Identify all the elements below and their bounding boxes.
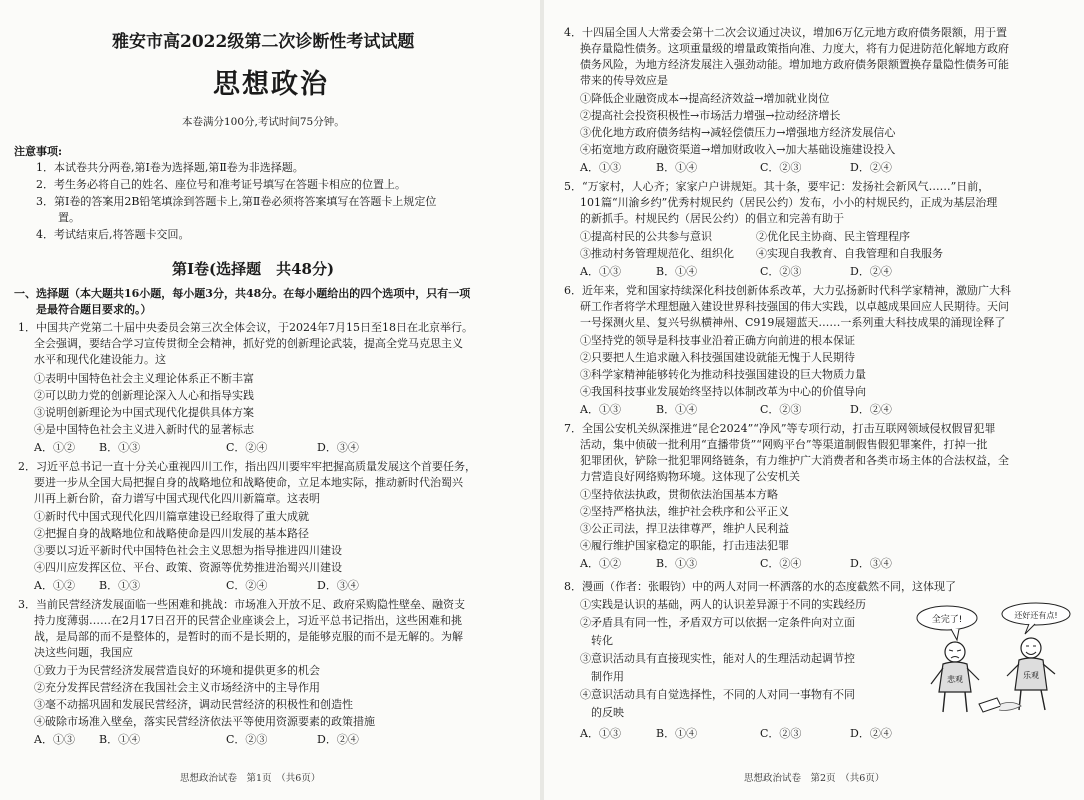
question-stem: 犯罪团伙，铲除一批犯罪网络链条，有力维护广大消费者和各类市场主体的合法权益，全 [580, 454, 1009, 467]
option-a: A．①③ [580, 403, 621, 416]
question-stem: 川再上新台阶，奋力谱写中国式现代化四川新篇章。这表明 [34, 492, 320, 505]
choice-statement: ①坚持党的领导是科技事业沿着正确方向前进的根本保证 [580, 334, 855, 347]
option-c: C．②④ [226, 441, 268, 454]
question-stem: 4．十四届全国人大常委会第十二次会议通过决议，增加6万亿元地方政府债务限额，用于置 [564, 26, 1007, 39]
option-b: B．①④ [656, 403, 698, 416]
note-line: 1．本试卷共分两卷,第Ⅰ卷为选择题,第Ⅱ卷为非选择题。 [36, 161, 304, 174]
exam-page-1 [0, 0, 540, 800]
question-stem: 研工作者将学术理想融入建设世界科技强国的伟大实践，以卓越成果回应人民期待。天问 [580, 300, 1009, 313]
pessimist-figure [931, 642, 979, 712]
note-line: 置。 [58, 211, 80, 224]
exam-title: 雅安市高2022级第二次诊断性考试试题 [112, 32, 415, 52]
choice-statement: 转化 [580, 634, 613, 647]
choice-statement: ①降低企业融资成本→提高经济效益→增加就业岗位 [580, 92, 830, 105]
note-line: 2．考生务必将自己的姓名、座位号和准考证号填写在答题卡相应的位置上。 [36, 178, 406, 191]
choice-statement: 的反映 [580, 706, 624, 719]
choice-statement: ③科学家精神能够转化为推动科技强国建设的巨大物质力量 [580, 368, 866, 381]
choice-statement: ②坚持严格执法，维护社会秩序和公平正义 [580, 505, 789, 518]
exam-info: 本卷满分100分,考试时间75分钟。 [182, 116, 345, 128]
cartoon-illustration [909, 600, 1074, 718]
option-c: C．②④ [226, 579, 268, 592]
option-a: A．①② [34, 441, 75, 454]
option-b: B．①③ [99, 441, 141, 454]
subject-title: 思想政治 [213, 69, 329, 100]
optimist-figure [1007, 638, 1055, 710]
choice-statement: ③说明创新理论为中国式现代化提供具体方案 [34, 406, 254, 419]
question-stem: 水平和现代化建设能力。这 [34, 353, 166, 366]
choice-statement: ③意识活动具有直接现实性，能对人的生理活动起调节控 [580, 652, 855, 665]
choice-statement: ②提高社会投资积极性→市场活力增强→拉动经济增长 [580, 109, 841, 122]
bubble-right-text: 还好还有点! [1014, 611, 1058, 620]
choice-statement: ②可以助力党的创新理论深入人心和指导实践 [34, 389, 254, 402]
note-line: 3．第Ⅰ卷的答案用2B铅笔填涂到答题卡上,第Ⅱ卷必须将答案填写在答题卡上规定位 [36, 195, 437, 208]
page-footer: 思想政治试卷 第1页 （共6页） [180, 773, 321, 784]
question-stem: 3．当前民营经济发展面临一些困难和挑战：市场准入开放不足、政府采购隐性壁垒、融资支 [18, 598, 465, 611]
option-a: A．①③ [580, 161, 621, 174]
question-stem: 决这些问题，我国应 [34, 646, 133, 659]
page-footer: 思想政治试卷 第2页 （共6页） [744, 773, 885, 784]
choice-statement: ③推动村务管理规范化、组织化 ④实现自我教育、自我管理和自我服务 [580, 247, 943, 260]
choice-statement: ①新时代中国式现代化四川篇章建设已经取得了重大成就 [34, 510, 309, 523]
question-stem: 战，是局部的而不是整体的，是暂时的而不是长期的，是能够克服的而不是无解的。为解 [34, 630, 463, 643]
shirt-right-text: 乐观 [1023, 671, 1039, 680]
note-line: 4．考试结束后,将答题卡交回。 [36, 228, 190, 241]
choice-statement: ②把握自身的战略地位和战略使命是四川发展的基本路径 [34, 527, 309, 540]
choice-statement: ④意识活动具有自觉选择性，不同的人对同一事物有不同 [580, 688, 855, 701]
option-d: D．②④ [850, 161, 892, 174]
question-stem: 5．“万家村，人心齐；家家户户讲规矩。其十条，要牢记：发扬社会新风气……”日前， [564, 180, 990, 193]
option-c: C．②④ [760, 557, 802, 570]
option-c: C．②③ [760, 265, 802, 278]
option-b: B．①④ [99, 733, 141, 746]
question-stem: 1．中国共产党第二十届中央委员会第三次全体会议，于2024年7月15日至18日在北京举行。 [18, 321, 473, 334]
question-stem: 债务风险，为地方经济发展注入强劲动能。增加地方政府债务限额置换存量隐性债务可能 [580, 58, 1009, 71]
question-stem: 6．近年来，党和国家持续深化科技创新体系改革，大力弘扬新时代科学家精神，激励广大科 [564, 284, 1011, 297]
part-heading: 第Ⅰ卷(选择题 共48分) [172, 260, 335, 278]
question-stem: 一号探测火星、复兴号纵横神州、C919展翅蓝天……一系列重大科技成果的涌现诠释了 [580, 316, 1006, 329]
question-stem: 101篇“川渝乡约”优秀村规民约（居民公约）发布，小小的村规民约，正成为基层治理 [580, 196, 998, 209]
option-d: D．②④ [317, 733, 359, 746]
question-stem: 持力度薄弱……在2月17日召开的民营企业座谈会上，习近平总书记指出，这些困难和挑 [34, 614, 462, 627]
choice-statement: ④拓宽地方政府融资渠道→增加财政收入→加大基础设施建设投入 [580, 143, 896, 156]
option-c: C．②③ [760, 403, 802, 416]
option-c: C．②③ [226, 733, 268, 746]
choice-statement: ①致力于为民营经济发展营造良好的环境和提供更多的机会 [34, 664, 320, 677]
choice-statement: ①坚持依法执政，贯彻依法治国基本方略 [580, 488, 778, 501]
choice-statement: ④是中国特色社会主义进入新时代的显著标志 [34, 423, 254, 436]
option-d: D．②④ [850, 727, 892, 740]
option-d: D．③④ [317, 441, 359, 454]
spilled-cup-icon [979, 698, 1021, 712]
question-stem: 活动，集中侦破一批利用“直播带货”“网购平台”等渠道制假售假犯罪案件，打掉一批 [580, 438, 988, 451]
question-stem: 全会强调，要结合学习宣传贯彻全会精神，抓好党的创新理论武装，提高全党马克思主义 [34, 337, 463, 350]
question-stem: 要进一步从全国大局把握自身的战略地位和战略使命，立足本地实际，推动新时代治蜀兴 [34, 476, 463, 489]
option-d: D．③④ [850, 557, 892, 570]
choice-statement: ③公正司法，捍卫法律尊严，维护人民利益 [580, 522, 789, 535]
option-d: D．③④ [317, 579, 359, 592]
choice-statement: ④破除市场准入壁垒，落实民营经济依法平等使用资源要素的政策措施 [34, 715, 375, 728]
option-c: C．②③ [760, 161, 802, 174]
shirt-left-text: 悲观 [947, 675, 963, 684]
question-stem: 8．漫画（作者：张暇钧）中的两人对同一杯洒落的水的态度截然不同，这体现了 [564, 580, 956, 593]
choice-statement: ④我国科技事业发展始终坚持以体制改革为中心的价值导向 [580, 385, 866, 398]
question-stem: 力营造良好网络购物环境。这体现了公安机关 [580, 470, 800, 483]
option-a: A．①③ [580, 727, 621, 740]
instruction-line: 一、选择题（本大题共16小题，每小题3分，共48分。在每小题给出的四个选项中，只有一项 [14, 287, 471, 300]
option-a: A．①③ [580, 265, 621, 278]
choice-statement: ④四川应发挥区位、平台、政策、资源等优势推进治蜀兴川建设 [34, 561, 342, 574]
question-stem: 的新抓手。村规民约（居民公约）的倡立和完善有助于 [580, 212, 844, 225]
choice-statement: ③优化地方政府债务结构→减轻偿债压力→增强地方经济发展信心 [580, 126, 896, 139]
question-stem: 2．习近平总书记一直十分关心重视四川工作，指出四川要牢牢把握高质量发展这个首要任务， [18, 460, 476, 473]
choice-statement: ①表明中国特色社会主义理论体系正不断丰富 [34, 372, 254, 385]
choice-statement: ①提高村民的公共参与意识 ②优化民主协商、民主管理程序 [580, 230, 910, 243]
option-a: A．①③ [34, 733, 75, 746]
question-stem: 换存量隐性债务。这项重量级的增量政策指向准、力度大，将有力促进防范化解地方政府 [580, 42, 1009, 55]
choice-statement: ②矛盾具有同一性，矛盾双方可以依据一定条件向对立面 [580, 616, 855, 629]
choice-statement: 制作用 [580, 670, 624, 683]
option-d: D．②④ [850, 403, 892, 416]
choice-statement: ②充分发挥民营经济在我国社会主义市场经济中的主导作用 [34, 681, 320, 694]
question-stem: 7．全国公安机关纵深推进“昆仑2024”“净风”等专项行动，打击互联网领域侵权假冒犯罪 [564, 422, 996, 435]
option-a: A．①② [580, 557, 621, 570]
choice-statement: ③要以习近平新时代中国特色社会主义思想为指导推进四川建设 [34, 544, 342, 557]
option-b: B．①③ [99, 579, 141, 592]
bubble-left-text: 全完了! [931, 615, 963, 625]
notes-heading: 注意事项: [14, 145, 63, 158]
option-c: C．②③ [760, 727, 802, 740]
exam-page-2 [544, 0, 1084, 800]
question-stem: 带来的传导效应是 [580, 74, 668, 87]
choice-statement: ④履行维护国家稳定的职能，打击违法犯罪 [580, 539, 789, 552]
option-b: B．①④ [656, 161, 698, 174]
option-b: B．①③ [656, 557, 698, 570]
option-a: A．①② [34, 579, 75, 592]
choice-statement: ③毫不动摇巩固和发展民营经济，调动民营经济的积极性和创造性 [34, 698, 353, 711]
choice-statement: ②只要把人生追求融入科技强国建设就能无愧于人民期待 [580, 351, 855, 364]
option-b: B．①④ [656, 727, 698, 740]
instruction-line: 是最符合题目要求的。） [36, 303, 152, 316]
choice-statement: ①实践是认识的基础，两人的认识差异源于不同的实践经历 [580, 598, 866, 611]
option-b: B．①④ [656, 265, 698, 278]
option-d: D．②④ [850, 265, 892, 278]
